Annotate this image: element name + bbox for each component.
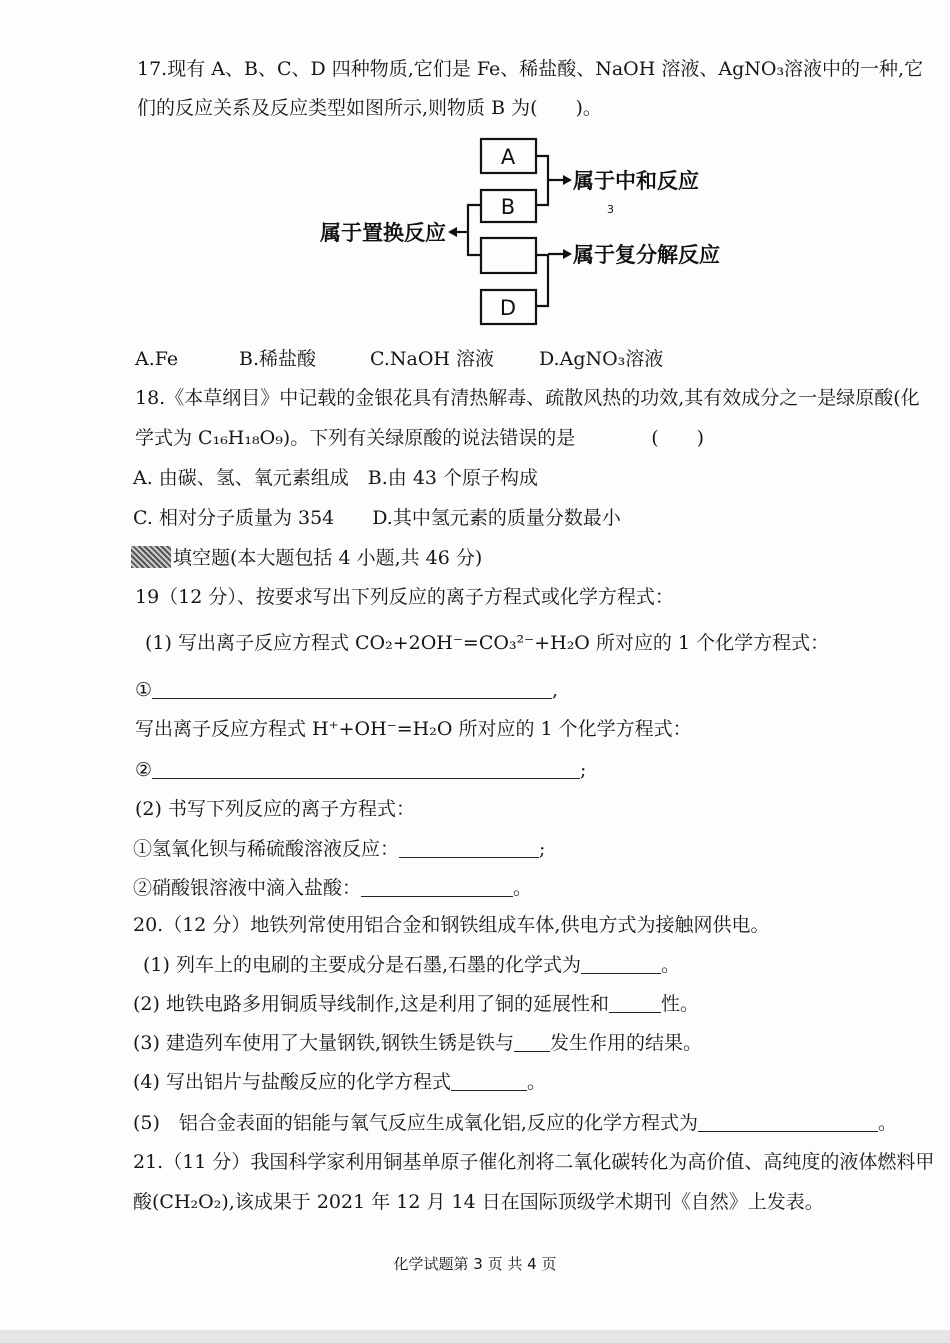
bracket-cd [536,255,548,306]
arrow-head-double [563,249,572,259]
blank1-label: ① [135,679,153,701]
q18-options-row2: C. 相对分子质量为 354 D.其中氢元素的质量分数最小 [133,507,621,529]
box-c [481,238,536,273]
q20-p1-field[interactable] [581,955,661,974]
scan-edge [0,1330,950,1343]
q19-part1-intro2: 写出离子反应方程式 H⁺+OH⁻=H₂O 所对应的 1 个化学方程式： [135,718,692,740]
q19-item1-row [133,838,545,861]
blank2-label: ② [135,759,153,781]
section-heading-text: 填空题(本大题包括 4 小题,共 46 分) [173,547,483,569]
q20-p2-field[interactable] [609,994,661,1013]
q17-line1: 17.现有 A、B、C、D 四种物质,它们是 Fe、稀盐酸、NaOH 溶液、AgNO₃溶液中的一种,它 [137,58,924,80]
q21-line1: 21.（11 分）我国科学家利用铜基单原子催化剂将二氧化碳转化为高价值、高纯度的液体燃料甲 [133,1151,935,1173]
q20-p4-field[interactable] [451,1072,527,1091]
q20-p3-row [133,1032,702,1055]
box-b [481,190,536,222]
q20-p1-end: 。 [661,954,681,976]
q19-item1-end: ; [539,838,546,860]
q19-item1-field[interactable] [399,839,539,858]
q20-p1-row [143,954,680,977]
q19-title: 19（12 分）、按要求写出下列反应的离子方程式或化学方程式： [135,586,674,608]
q17-option-b[interactable]: B.稀盐酸 [239,348,317,370]
box-b-label: B [500,195,516,219]
blank2-end: ; [580,759,587,781]
q20-p4-text: (4) 写出铝片与盐酸反应的化学方程式 [133,1071,451,1093]
q20-p5-end: 。 [877,1112,897,1134]
q20-p3-text-b: 发生作用的结果。 [550,1032,703,1054]
q19-part2-intro: (2) 书写下列反应的离子方程式： [135,798,415,820]
q19-item1-text: ①氢氧化钡与稀硫酸溶液反应： [133,838,400,860]
bracket-bc [468,205,481,255]
label-displacement: 属于置换反应 [320,221,446,245]
label-neutralization: 属于中和反应 [573,169,699,193]
q20-p5-field[interactable] [698,1113,878,1132]
q20-p1-text: (1) 列车上的电刷的主要成分是石墨,石墨的化学式为 [143,954,581,976]
q19-item2-text: ②硝酸银溶液中滴入盐酸： [133,877,362,899]
q17-line2: 们的反应关系及反应类型如图所示,则物质 B 为( )。 [137,97,602,119]
q17-option-c[interactable]: C.NaOH 溶液 [370,348,495,370]
blank2-field[interactable] [152,760,580,779]
box-a [481,139,536,173]
blank1-end: , [552,679,559,701]
section-heading [131,546,482,570]
q18-line2: 学式为 C₁₆H₁₈O₉)。下列有关绿原酸的说法错误的是 ( ) [135,427,705,449]
q20-p5-text: (5) 铝合金表面的铝能与氧气反应生成氧化铝,反应的化学方程式为 [133,1112,698,1134]
q21-line2: 酸(CH₂O₂),该成果于 2021 年 12 月 14 日在国际顶级学术期刊《自然》上发表。 [133,1191,824,1213]
q20-p3-text-a: (3) 建造列车使用了大量钢铁,钢铁生锈是铁与 [133,1032,514,1054]
box-a-label: A [500,145,516,169]
bracket-ab [536,156,548,205]
arrow-head-neutral [563,175,572,185]
q17-option-a[interactable]: A.Fe [135,348,179,370]
q20-p4-row [133,1071,546,1094]
arrow-head-replace [448,227,457,237]
q20-p3-field[interactable] [514,1033,550,1052]
qr-code-icon [131,546,171,568]
blank1-field[interactable] [152,680,552,699]
reaction-diagram [0,0,950,340]
q20-p2-end: 性。 [661,993,700,1015]
q20-title: 20.（12 分）地铁列常使用铝合金和钢铁组成车体,供电方式为接触网供电。 [133,914,770,936]
q20-p5-row [133,1112,897,1135]
box-d-label: D [499,296,517,320]
q19-item2-end: 。 [513,877,533,899]
q19-blank2-row [135,759,586,782]
box-d [481,290,536,324]
q17-option-d[interactable]: D.AgNO₃溶液 [539,348,664,370]
stray-mark: 3 [607,203,614,216]
label-double-decomposition: 属于复分解反应 [573,243,720,267]
page-footer: 化学试题第 3 页 共 4 页 [393,1255,557,1273]
q20-p4-end: 。 [526,1071,546,1093]
q19-blank1-row [135,679,558,702]
q20-p2-text: (2) 地铁电路多用铜质导线制作,这是利用了铜的延展性和 [133,993,609,1015]
q19-part1-intro: (1) 写出离子反应方程式 CO₂+2OH⁻=CO₃²⁻+H₂O 所对应的 1 个化学方程式： [145,632,830,654]
q18-options-row1: A. 由碳、氢、氧元素组成 B.由 43 个原子构成 [133,467,539,489]
q19-item2-field[interactable] [361,878,513,897]
q18-line1: 18.《本草纲目》中记载的金银花具有清热解毒、疏散风热的功效,其有效成分之一是绿原酸(化 [135,387,920,409]
q20-p2-row [133,993,699,1016]
q19-item2-row [133,877,532,900]
